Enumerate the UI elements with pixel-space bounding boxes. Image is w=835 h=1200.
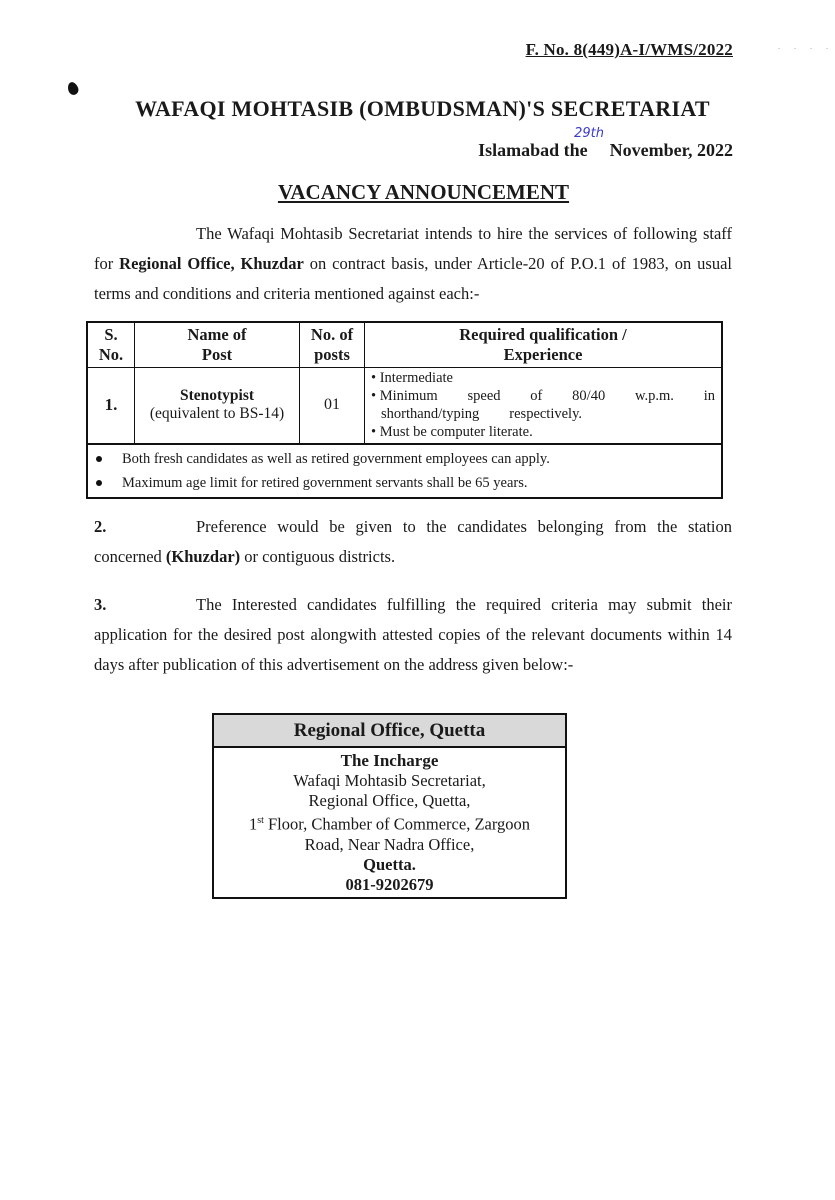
- note-item: Maximum age limit for retired government servants shall be 65 years.: [96, 471, 711, 495]
- punch-hole-mark-icon: [66, 81, 80, 97]
- address-line: 1st Floor, Chamber of Commerce, Zargoon: [248, 814, 531, 834]
- cell-qualification: [365, 368, 723, 444]
- address-box: [212, 713, 567, 899]
- notes-cell: [87, 444, 722, 498]
- paragraph-2: 2. Preference would be given to the candidates belonging from the station concerned (Khuzdar) or contiguous districts.: [94, 512, 732, 572]
- intro-text: The Wafaqi Mohtasib Secretariat intends to hire the services of following staff for: [94, 224, 732, 273]
- table-row: [87, 368, 722, 444]
- table-header-row: [87, 322, 722, 368]
- station-name: (Khuzdar): [165, 547, 241, 566]
- note-item: Both fresh candidates as well as retired government employees can apply.: [96, 447, 711, 471]
- cell-post: [135, 368, 300, 444]
- qualification-item: • Intermediate: [371, 370, 453, 387]
- announcement-title: VACANCY ANNOUNCEMENT: [277, 180, 570, 204]
- qualification-item: • Minimum speed of 80/40 w.p.m. in: [371, 388, 715, 405]
- qualification-item-cont: shorthand/typing respectively.: [381, 406, 583, 423]
- post-grade: (equivalent to BS-14): [149, 405, 285, 423]
- bullet-icon: [96, 456, 102, 462]
- paragraph-3: 3. The Interested candidates fulfilling the required criteria may submit their application for the desired post alongwith attested copies of the relevant documents within 14 days after publication of this advertisement on the address given below:-: [94, 590, 732, 680]
- header-sno: S. No.: [87, 322, 135, 368]
- scan-artifact: . . . .: [778, 42, 834, 51]
- recipient: The Incharge: [340, 751, 439, 770]
- intro-text-cont: on contract basis, under Article-20 of P.O.1 of 1983, on usual terms and conditions and criteria mentioned against each:-: [94, 254, 732, 303]
- cell-sno: 1.: [87, 368, 135, 444]
- paragraph-number: 2.: [94, 517, 107, 536]
- address-city: Quetta.: [363, 854, 416, 874]
- qualification-item: • Must be computer literate.: [371, 424, 533, 441]
- cell-num-posts: 01: [300, 368, 365, 444]
- bullet-icon: [96, 480, 102, 486]
- address-body: [214, 748, 565, 897]
- date-line: [478, 126, 733, 161]
- header-qualification: Required qualification / Experience: [365, 322, 723, 368]
- handwritten-day: 29th: [574, 126, 605, 141]
- address-line: Regional Office, Quetta,: [308, 791, 471, 810]
- intro-paragraph: [94, 219, 732, 309]
- address-heading: Regional Office, Quetta: [214, 715, 565, 748]
- paragraph-number: 3.: [94, 595, 107, 614]
- intro-office: Regional Office, Khuzdar: [119, 254, 304, 273]
- header-num-posts: No. of posts: [300, 322, 365, 368]
- post-name: Stenotypist: [179, 387, 255, 405]
- vacancy-table: [86, 321, 723, 499]
- organization-title: WAFAQI MOHTASIB (OMBUDSMAN)'S SECRETARIAT: [135, 96, 710, 121]
- date-suffix: November, 2022: [609, 140, 733, 160]
- address-line: Wafaqi Mohtasib Secretariat,: [293, 771, 486, 790]
- header-post: Name of Post: [135, 322, 300, 368]
- phone-number: 081-9202679: [345, 874, 434, 894]
- address-line: Road, Near Nadra Office,: [304, 834, 475, 854]
- date-prefix: Islamabad the: [478, 140, 588, 160]
- file-number: F. No. 8(449)A-I/WMS/2022: [525, 40, 733, 59]
- table-notes-row: [87, 444, 722, 498]
